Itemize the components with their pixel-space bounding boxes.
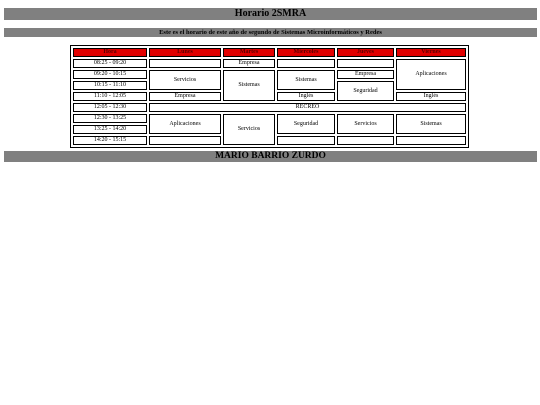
jueves-cell: Servicios <box>337 114 394 134</box>
schedule-table <box>70 45 469 148</box>
table-row <box>73 59 466 68</box>
lunes-cell: Aplicaciones <box>149 114 221 134</box>
viernes-cell <box>396 136 466 145</box>
miercoles-cell: Sistemas <box>277 70 335 90</box>
jueves-cell <box>337 136 394 145</box>
hour-cell: 12:30 - 13:25 <box>73 114 147 123</box>
martes-cell: Servicios <box>223 114 275 145</box>
table-row <box>73 114 466 123</box>
header-martes: Martes <box>223 48 275 57</box>
header-lunes: Lunes <box>149 48 221 57</box>
hour-cell: 13:25 - 14:20 <box>73 125 147 134</box>
miercoles-cell: Inglés <box>277 92 335 101</box>
hour-cell: 08:25 - 09:20 <box>73 59 147 68</box>
jueves-cell <box>337 59 394 68</box>
viernes-cell: Aplicaciones <box>396 59 466 90</box>
hour-cell: 10:15 - 11:10 <box>73 81 147 90</box>
miercoles-cell <box>277 136 335 145</box>
recreo-cell: RECREO <box>149 103 466 112</box>
lunes-cell: Servicios <box>149 70 221 90</box>
miercoles-cell: Seguridad <box>277 114 335 134</box>
jueves-cell: Seguridad <box>337 81 394 101</box>
page-subtitle: Este es el horario de este año de segundo de Sistemas Microinformáticos y Redes <box>4 28 537 37</box>
martes-cell: Sistemas <box>223 70 275 101</box>
hour-cell: 12:05 - 12:30 <box>73 103 147 112</box>
miercoles-cell <box>277 59 335 68</box>
lunes-cell <box>149 59 221 68</box>
jueves-cell: Empresa <box>337 70 394 79</box>
viernes-cell: Inglés <box>396 92 466 101</box>
viernes-cell: Sistemas <box>396 114 466 134</box>
page-title: Horario 2SMRA <box>4 8 537 20</box>
header-jueves: Jueves <box>337 48 394 57</box>
hour-cell: 11:10 - 12:05 <box>73 92 147 101</box>
table-row <box>73 103 466 112</box>
header-viernes: Viernes <box>396 48 466 57</box>
martes-cell: Empresa <box>223 59 275 68</box>
author-name: MARIO BARRIO ZURDO <box>4 151 537 162</box>
hour-cell: 09:20 - 10:15 <box>73 70 147 79</box>
hour-cell: 14:20 - 15:15 <box>73 136 147 145</box>
header-hora: Hora <box>73 48 147 57</box>
lunes-cell: Empresa <box>149 92 221 101</box>
header-miercoles: Miercoles <box>277 48 335 57</box>
lunes-cell <box>149 136 221 145</box>
header-row <box>73 48 466 57</box>
